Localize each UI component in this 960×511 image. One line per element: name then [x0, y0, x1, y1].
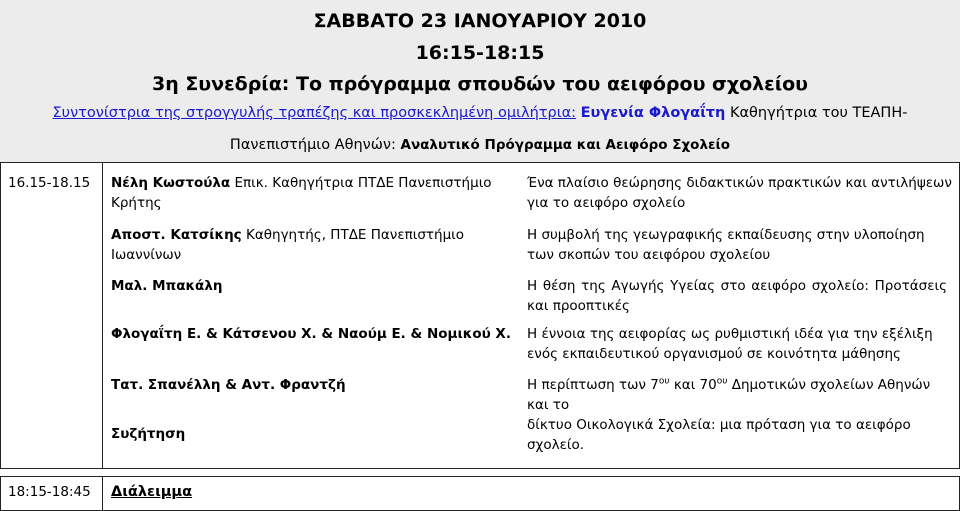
ordinal-suffix: ου: [716, 376, 728, 387]
talk-title-part: και 70: [669, 377, 717, 393]
discussion-label: Συζήτηση: [111, 426, 186, 442]
speaker-name: Μαλ. Μπακάλη: [111, 278, 223, 294]
break-time: 18:15-18:45: [8, 484, 91, 500]
break-left-border: [0, 476, 1, 511]
talk-title-part: δίκτυο Οικολογικά Σχολεία: μια πρόταση για το αειφόρο σχολείο.: [527, 417, 911, 453]
coordinator-name: Ευγενία Φλογαΐτη: [580, 105, 726, 121]
talk-title-part: Δημοτικών σχολείων Αθηνών και το: [527, 377, 931, 413]
session-date: ΣΑΒΒΑΤΟ 23 ΙΑΝΟΥΑΡΙΟΥ 2010: [313, 10, 647, 32]
talk-title: Ένα πλαίσιο θεώρησης διδακτικών πρακτικών και αντιλήψεων για το αειφόρο σχολείο: [527, 175, 952, 211]
coordinator-role: Συντονίστρια της στρογγυλής τραπέζης και προσκεκλημένη ομιλήτρια:: [52, 105, 577, 121]
table-bottom-border: [0, 468, 960, 469]
speaker-name: Τατ. Σπανέλλη & Αντ. Φραντζή: [111, 377, 346, 393]
talk-title: Η θέση της Αγωγής Υγείας στο αειφόρο σχολείο: Προτάσεις και προοπτικές: [527, 278, 947, 314]
talk-title: [527, 375, 952, 455]
session-time: 16:15-18:15: [415, 42, 545, 64]
coordinator-line: [0, 105, 960, 121]
table-left-border: [0, 162, 1, 468]
speaker-name: Νέλη Κωστούλα: [111, 175, 231, 191]
coordinator-affiliation: Καθηγήτρια του ΤΕΑΠΗ-: [729, 105, 908, 121]
break-column-divider: [102, 476, 103, 511]
talk-title: Η συμβολή της γεωγραφικής εκπαίδευσης στην υλοποίηση των σκοπών του αειφόρου σχολείου: [527, 227, 925, 263]
coordinator-affiliation-2: Πανεπιστήμιο Αθηνών:: [229, 137, 396, 153]
session-header: [0, 0, 960, 162]
break-top-border: [0, 476, 960, 477]
speaker-affiliation: Καθηγητής, ΠΤΔΕ Πανεπιστήμιο Ιωαννίνων: [111, 227, 464, 263]
table-top-border: [0, 162, 960, 163]
table-row-speaker: [111, 225, 511, 265]
session-title: 3η Συνεδρία: Το πρόγραμμα σπουδών του αειφόρου σχολείου: [151, 73, 809, 95]
speaker-name: Αποστ. Κατσίκης: [111, 227, 242, 243]
ordinal-suffix: ου: [658, 376, 670, 387]
speaker-name: Φλογαΐτη Ε. & Κάτσενου Χ. & Ναούμ Ε. & Νομικού Χ.: [111, 326, 511, 342]
coordinator-line-2: [0, 137, 960, 153]
table-row-speaker: [111, 173, 511, 213]
speaker-affiliation: Επικ. Καθηγήτρια ΠΤΔΕ Πανεπιστήμιο Κρήτης: [111, 175, 492, 211]
table-column-divider: [102, 162, 103, 468]
break-label: Διάλειμμα: [111, 484, 193, 500]
talk-title: Η έννοια της αειφορίας ως ρυθμιστική ιδέα για την εξέλιξη ενός εκπαιδευτικού οργανισμού σε κοινότητα μάθησης: [527, 326, 933, 362]
coordinator-talk-title: Αναλυτικό Πρόγραμμα και Αειφόρο Σχολείο: [400, 137, 731, 153]
talk-title-part: Η περίπτωση των 7: [527, 377, 659, 393]
row-time: 16.15-18.15: [8, 175, 91, 191]
